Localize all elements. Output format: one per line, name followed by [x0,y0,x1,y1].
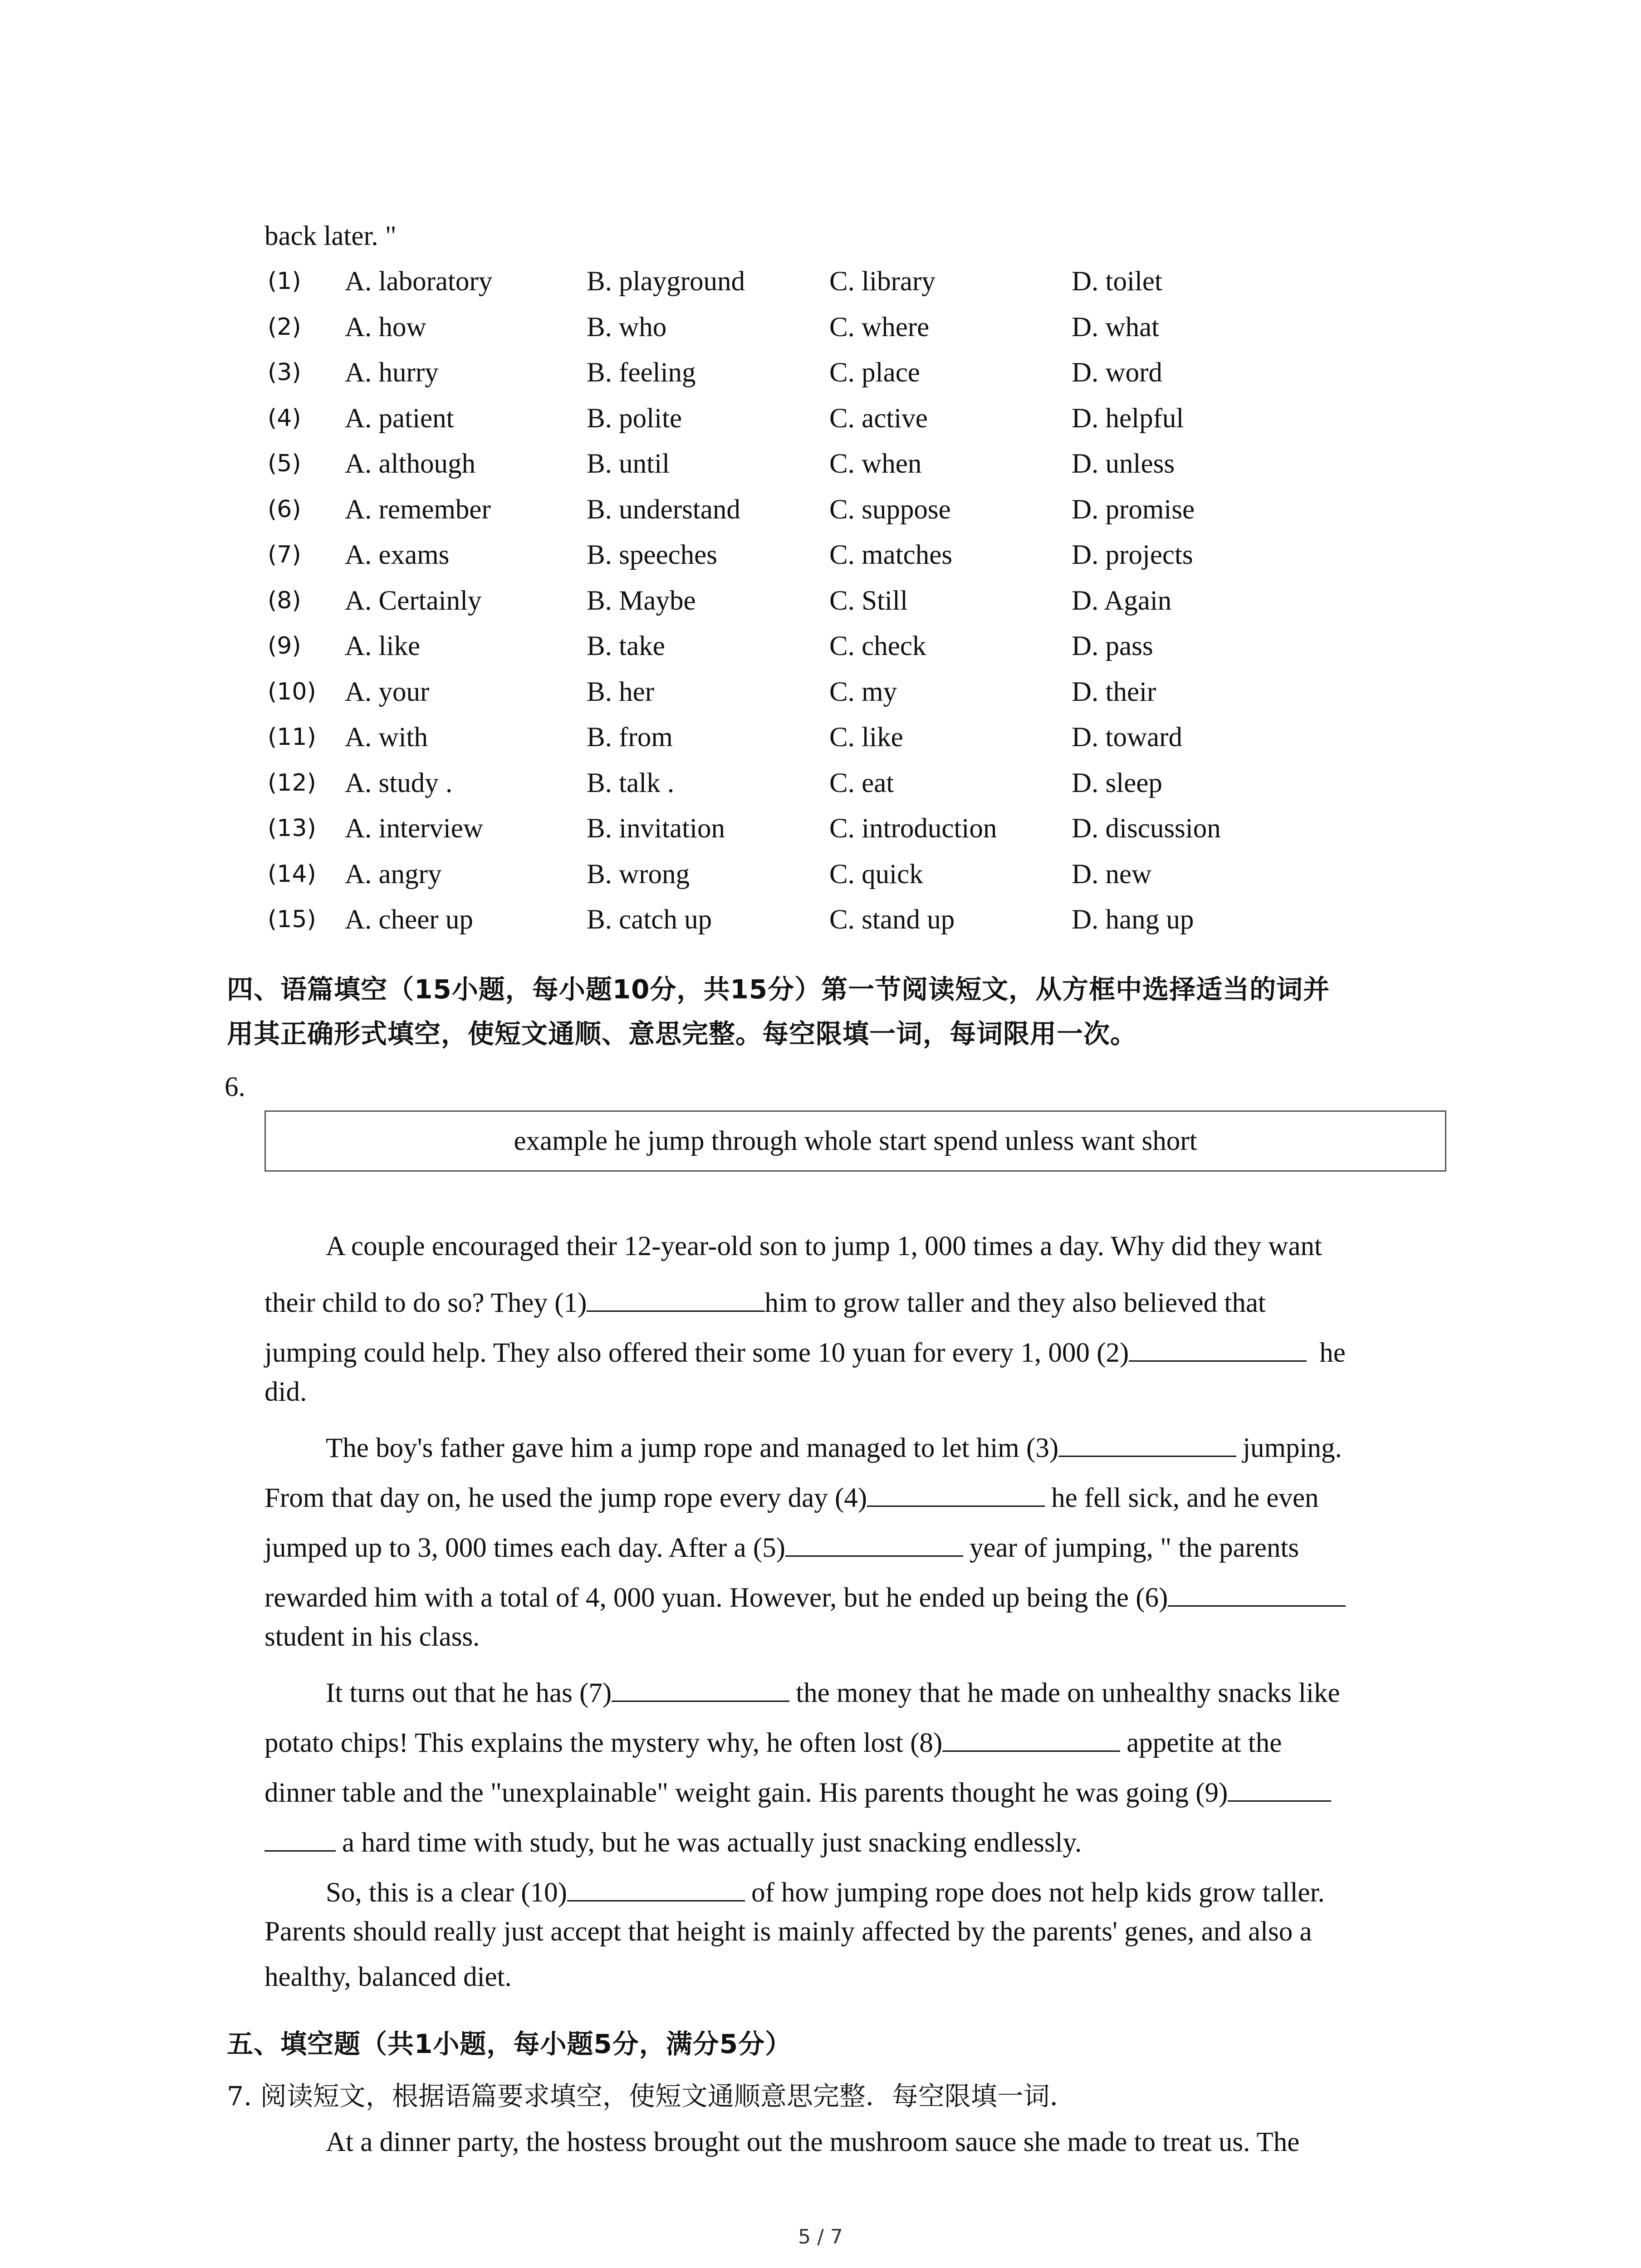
blank-9a[interactable] [1228,1773,1331,1802]
option-a[interactable]: A. laboratory [345,266,493,297]
blank-2[interactable] [1129,1333,1307,1362]
option-d[interactable]: D. helpful [1072,403,1184,434]
option-c[interactable]: C. like [829,722,903,753]
option-b[interactable]: B. feeling [587,357,696,388]
passage-text: year of jumping, " the parents [969,1533,1299,1563]
passage-text: So, this is a clear (10) [326,1877,567,1908]
passage-text: jumping. [1243,1433,1342,1463]
option-b[interactable]: B. take [587,631,665,661]
option-c[interactable]: C. where [829,312,930,342]
option-b[interactable]: B. who [587,312,667,342]
option-number: (8) [268,587,301,614]
option-a[interactable]: A. Certainly [345,586,482,616]
blank-1[interactable] [587,1283,764,1312]
passage-line [265,1333,1346,1367]
passage-text: jumped up to 3, 000 times each day. After a (5) [265,1533,785,1563]
word-box [265,1110,1446,1172]
option-c[interactable]: C. stand up [829,904,955,935]
passage-text: potato chips! This explains the mystery why, he often lost (8) [265,1728,943,1758]
passage-text: a hard time with study, but he was actually just snacking endlessly. [342,1828,1082,1858]
option-c[interactable]: C. introduction [829,813,997,844]
option-a[interactable]: A. angry [345,859,442,890]
option-b[interactable]: B. until [587,449,670,479]
option-d[interactable]: D. what [1072,312,1160,342]
blank-9b[interactable] [265,1823,336,1852]
option-number: (6) [268,496,301,523]
blank-10[interactable] [567,1872,745,1901]
passage-text: dinner table and the "unexplainable" weight gain. His parents thought he was going (9) [265,1778,1228,1808]
option-c[interactable]: C. when [829,449,922,479]
option-a[interactable]: A. interview [345,813,483,844]
blank-7[interactable] [612,1673,789,1702]
passage-line [326,1673,1340,1707]
option-a[interactable]: A. cheer up [345,904,473,935]
passage-line [265,1578,1346,1612]
option-a[interactable]: A. hurry [345,357,439,388]
option-a[interactable]: A. with [345,722,428,753]
option-d[interactable]: D. discussion [1072,813,1221,844]
passage-line: A couple encouraged their 12-year-old son to jump 1, 000 times a day. Why did they want [326,1231,1322,1261]
option-a[interactable]: A. although [345,449,476,479]
option-number: (1) [268,268,301,295]
option-number: (2) [268,313,301,341]
page-number: 5 / 7 [798,2225,843,2248]
passage-line [265,1528,1299,1562]
option-d[interactable]: D. promise [1072,494,1195,525]
passage-text: rewarded him with a total of 4, 000 yuan. However, but he ended up being the (6) [265,1583,1168,1613]
option-c[interactable]: C. eat [829,768,894,798]
option-c[interactable]: C. suppose [829,494,951,525]
option-number: (15) [268,906,316,933]
option-b[interactable]: B. understand [587,494,740,525]
option-d[interactable]: D. toilet [1072,266,1162,297]
option-a[interactable]: A. patient [345,403,454,434]
option-b[interactable]: B. Maybe [587,586,696,616]
option-d[interactable]: D. hang up [1072,904,1194,935]
option-number: (4) [268,405,301,432]
option-d[interactable]: D. word [1072,357,1162,388]
option-c[interactable]: C. library [829,266,936,297]
option-b[interactable]: B. speeches [587,540,717,570]
option-c[interactable]: C. active [829,403,928,434]
passage-line [265,1478,1319,1512]
passage-text: From that day on, he used the jump rope every day (4) [265,1483,867,1513]
option-c[interactable]: C. check [829,631,926,661]
section5-heading: 五、填空题（共1小题，每小题5分，满分5分） [227,2028,792,2059]
option-number: (3) [268,359,301,386]
passage-line [326,1872,1325,1906]
option-number: (5) [268,450,301,477]
option-d[interactable]: D. new [1072,859,1152,890]
passage-line [265,1773,1331,1807]
option-b[interactable]: B. playground [587,266,745,297]
option-b[interactable]: B. talk . [587,768,675,798]
section4-heading-line2: 用其正确形式填空，使短文通顺、意思完整。每空限填一词，每词限用一次。 [227,1018,1137,1049]
option-d[interactable]: D. toward [1072,722,1182,753]
blank-5[interactable] [785,1528,963,1557]
passage-line: Parents should really just accept that height is mainly affected by the parents' genes, and also a [265,1916,1312,1947]
passage-text: he [1319,1338,1346,1368]
option-a[interactable]: A. exams [345,540,450,570]
option-a[interactable]: A. your [345,677,430,707]
passage-text: their child to do so? They (1) [265,1288,587,1318]
passage-text: It turns out that he has (7) [326,1678,612,1708]
option-b[interactable]: B. polite [587,403,682,434]
passage-text: he fell sick, and he even [1051,1483,1319,1513]
passage-line [326,1428,1342,1462]
blank-3[interactable] [1058,1428,1236,1457]
continuation-text: back later. " [265,221,397,251]
word-box-text: example he jump through whole start spend unless want short [514,1125,1197,1156]
passage-text: jumping could help. They also offered their some 10 yuan for every 1, 000 (2) [265,1338,1129,1368]
option-number: (10) [268,678,316,705]
option-a[interactable]: A. how [345,312,426,342]
option-c[interactable]: C. Still [829,586,908,616]
blank-8[interactable] [942,1723,1120,1752]
option-number: (11) [268,723,316,751]
question-7-text: At a dinner party, the hostess brought out the mushroom sauce she made to treat us. The [326,2127,1300,2157]
option-c[interactable]: C. matches [829,540,953,570]
option-number: (14) [268,860,316,888]
question-7-instruction: 7. 阅读短文，根据语篇要求填空，使短文通顺意思完整．每空限填一词． [227,2081,1076,2112]
passage-text: the money that he made on unhealthy snacks like [796,1678,1340,1708]
option-d[interactable]: D. Again [1072,586,1172,616]
passage-line [265,1723,1282,1757]
option-a[interactable]: A. study . [345,768,453,798]
passage-line [265,1283,1266,1317]
passage-line [265,1823,1082,1857]
option-b[interactable]: B. invitation [587,813,725,844]
passage-text: of how jumping rope does not help kids grow taller. [751,1877,1325,1908]
option-c[interactable]: C. quick [829,859,923,890]
option-b[interactable]: B. wrong [587,859,690,890]
section4-heading-line1: 四、语篇填空（15小题，每小题10分，共15分）第一节阅读短文，从方框中选择适当的词并 [227,974,1330,1005]
option-a[interactable]: A. remember [345,494,491,525]
passage-line: student in his class. [265,1622,480,1652]
option-c[interactable]: C. place [829,357,920,388]
option-d[interactable]: D. their [1072,677,1156,707]
option-d[interactable]: D. unless [1072,449,1175,479]
passage-text: appetite at the [1127,1728,1282,1758]
option-d[interactable]: D. sleep [1072,768,1162,798]
passage-line: healthy, balanced diet. [265,1962,512,1992]
option-b[interactable]: B. catch up [587,904,712,935]
option-b[interactable]: B. from [587,722,673,753]
option-c[interactable]: C. my [829,677,897,707]
option-number: (13) [268,815,316,842]
blank-6[interactable] [1168,1578,1346,1607]
option-number: (9) [268,632,301,660]
option-b[interactable]: B. her [587,677,655,707]
option-number: (12) [268,769,316,797]
option-d[interactable]: D. projects [1072,540,1193,570]
question-number: 6. [225,1072,245,1102]
option-a[interactable]: A. like [345,631,421,661]
option-d[interactable]: D. pass [1072,631,1153,661]
passage-text: him to grow taller and they also believed that [764,1288,1266,1318]
option-number: (7) [268,541,301,568]
blank-4[interactable] [867,1478,1045,1507]
passage-text: The boy's father gave him a jump rope and managed to let him (3) [326,1433,1059,1463]
passage-line: did. [265,1377,307,1407]
